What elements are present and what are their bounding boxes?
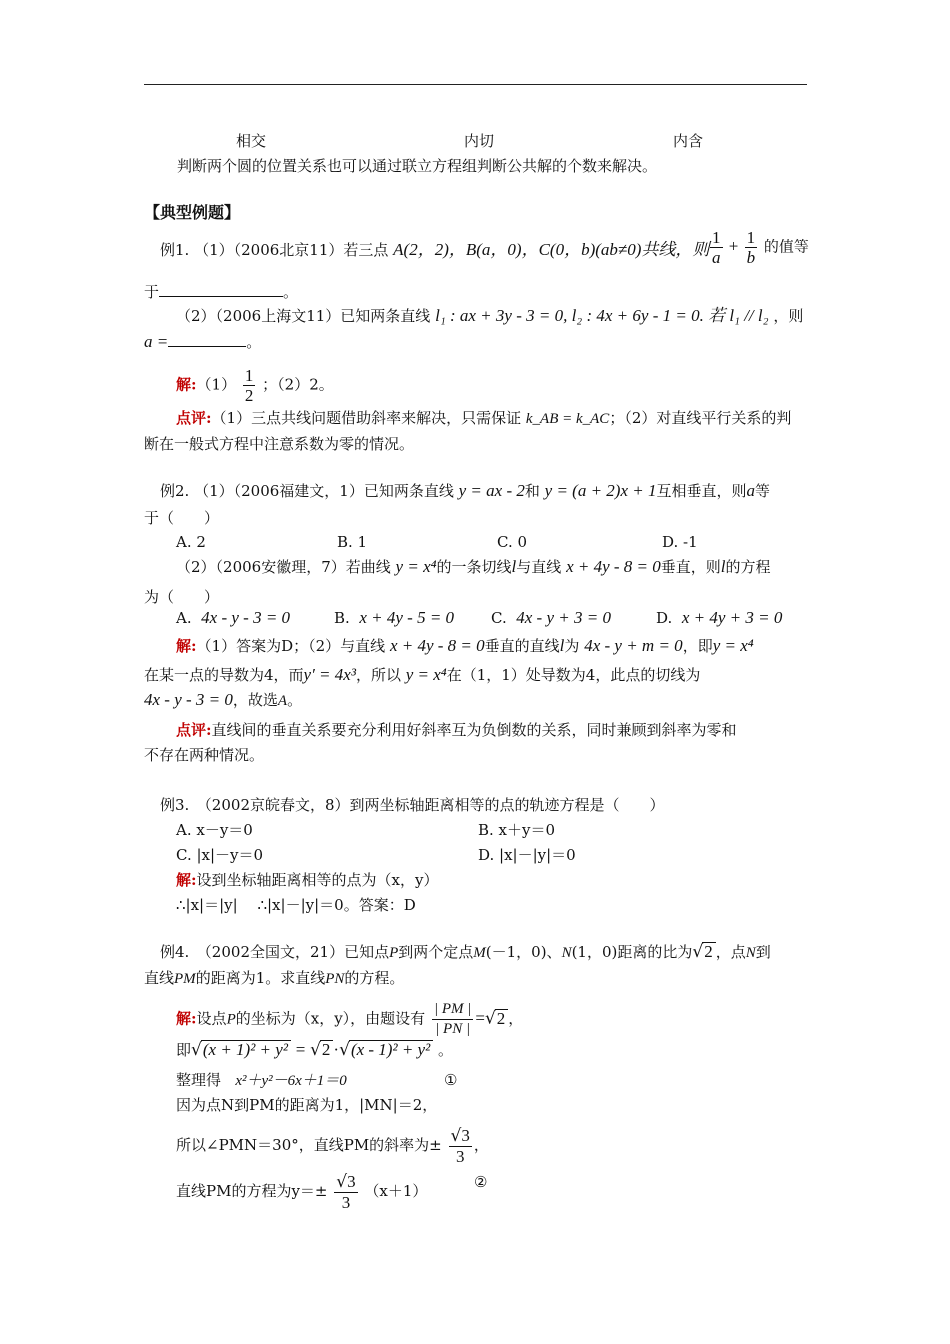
ex1-solution: 解:（1） $\frac{1}{2}$ ；（2）2。 [176,366,334,405]
label-internally-tangent: 内切 [464,132,495,150]
ex4-eq-mark-1: ① [444,1071,458,1089]
header-rule [144,84,807,85]
label-contained: 内含 [673,132,704,150]
ex2-part2-option-a: A. 4x - y - 3 = 0 [176,608,291,627]
ex2-comment-line2: 不存在两种情况。 [144,746,265,764]
ex2-comment-line1: 点评:直线间的垂直关系要充分利用好斜率互为负倒数的关系，同时兼顾到斜率为零和 [176,721,737,739]
ex1-line1: 例1. （1）（2006北京11）若三点 A(2，2)，B(a，0)，C(0，b)(ab≠0)共线，则 [160,240,710,259]
ex4-solution-line3: 整理得 x²＋y²－6x＋1＝0 [176,1071,347,1089]
ex2-part2-line1: （2）（2006安徽理，7）若曲线 y = x⁴的一条切线l与直线 x + 4y - 8 = 0垂直，则l的方程 [176,557,771,576]
ex4-solution-line2: 即√(x + 1)² + y² = √2 ·√(x - 1)² + y² 。 [176,1040,453,1060]
ex3-solution-line1: 解:设到坐标轴距离相等的点为（x，y） [176,871,439,889]
ex2-option-b: B. 1 [337,533,368,551]
ex2-part2-option-b: B. x + 4y - 5 = 0 [334,608,455,627]
ex4-solution-line1: 解:设点P的坐标为（x，y），由题设有 $\frac{| PM |}{| PN |}$ =√2 ， [176,1001,524,1037]
ex3-option-c: C. |x|－y＝0 [176,846,264,864]
ex1-line2: 于 。 [144,283,299,301]
ex2-line1: 例2. （1）（2006福建文，1）已知两条直线 y = ax - 2和 y = (a + 2)x + 1互相垂直，则a等 [160,481,771,500]
ex1-comment-line2: 断在一般式方程中注意系数为零的情况。 [144,435,415,453]
ex1-comment-line1: 点评:（1）三点共线问题借助斜率来解决，只需保证 k_AB = k_AC；（2）对直线平行关系的判 [176,409,792,427]
section-title: 【典型例题】 [144,203,241,222]
ex4-line1: 例4. （2002全国文，21）已知点P到两个定点M(－1，0)、N(1，0)距离的比为√2 ，点N到 [160,942,771,962]
intro-text: 判断两个圆的位置关系也可以通过联立方程组判断公共解的个数来解决。 [177,157,658,175]
ex4-solution-line5: 所以∠PMN＝30°，直线PM的斜率为± $\frac{√3}{3}$ ， [176,1126,489,1166]
label-intersect: 相交 [236,132,267,150]
ex1-part2: （2）（2006上海文11）已知两条直线 l₁ : ax + 3y - 3 = 0, l₂ : 4x + 6y - 1 = 0. 若 l₁ // l₂ ，则 [176,306,804,325]
ex2-option-a: A. 2 [176,533,206,551]
ex1-part2-answer-blank: a = 。 [144,332,262,351]
ex4-eq-mark-2: ② [474,1173,488,1191]
ex3-option-b: B. x＋y＝0 [478,821,556,839]
ex3-solution-line2: ∴|x|＝|y| ∴|x|－|y|＝0。答案：D [176,896,416,914]
ex3-option-d: D. |x|－|y|＝0 [478,846,576,864]
ex4-line2: 直线PM的距离为1。求直线PN的方程。 [144,969,405,987]
ex2-part2-option-d: D. x + 4y + 3 = 0 [656,608,783,627]
ex2-solution-line3: 4x - y - 3 = 0，故选A。 [144,690,303,709]
ex2-part2-line2: 为（ ） [144,588,220,606]
ex3-title: 例3. （2002京皖春文，8）到两坐标轴距离相等的点的轨迹方程是（ ） [160,796,665,814]
ex2-line2: 于（ ） [144,509,220,527]
ex2-solution-line1: 解:（1）答案为D；（2）与直线 x + 4y - 8 = 0垂直的直线l为 4x - y + m = 0，即y = x⁴ [176,636,754,655]
ex2-part2-option-c: C. 4x - y + 3 = 0 [491,608,611,627]
ex1-fraction-sum: $\frac{1}{a}$ + $\frac{1}{b}$ 的值等 [712,228,809,267]
ex4-solution-line6: 直线PM的方程为y＝± $\frac{√3}{3}$ （x＋1） [176,1172,428,1212]
ex2-solution-line2: 在某一点的导数为4，而y′ = 4x³，所以 y = x⁴在（1，1）处导数为4，此点的切线为 [144,665,701,684]
ex3-option-a: A. x－y＝0 [176,821,253,839]
ex2-option-c: C. 0 [497,533,528,551]
ex4-solution-line4: 因为点N到PM的距离为1，|MN|＝2， [176,1096,438,1114]
ex2-option-d: D. -1 [662,533,698,551]
